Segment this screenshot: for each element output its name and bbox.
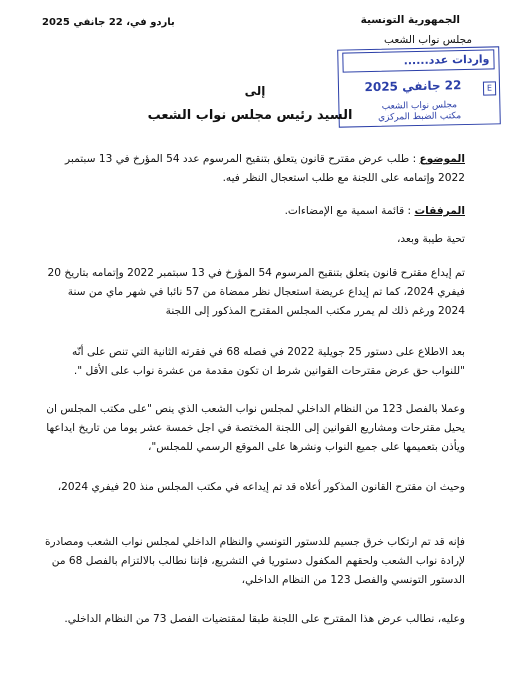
place-date: باردو في، 22 جانفي 2025 [42, 17, 175, 28]
attachments-label: المرفقات [414, 205, 465, 217]
subject-section [40, 150, 465, 188]
reception-stamp [337, 46, 501, 127]
stamp-title: واردات عدد...... [342, 49, 494, 72]
subject-label: الموضوع [419, 153, 465, 165]
greeting: تحية طيبة وبعد، [396, 233, 465, 245]
attachments-text: : قائمة اسمية مع الإمضاءات. [284, 205, 412, 217]
attachments-section [40, 202, 465, 221]
paragraph: وحيث ان مقترح القانون المذكور أعلاه قد تم إيداعه في مكتب المجلس منذ 20 فيفري 2024، [57, 481, 465, 493]
republic-heading: الجمهورية التونسية [360, 14, 460, 26]
paragraph: تم إيداع مقترح قانون يتعلق بتنقيح المرسوم 54 المؤرخ في 13 سبتمبر 2022 وإتمامه بتاريخ 20 فيفري 2024، كما تم إيداع عريضة استعجال نظر ممضاة من 57 نائبا في شهر ماي من سنة 2024 ورغم ذلك لم يمرر مكتب المجلس المقترح المذكور إلى اللجنة [47, 267, 465, 317]
paragraph: وعليه، نطالب عرض هذا المقترح على اللجنة طبقا لمقتضيات الفصل 73 من النظام الداخلي. [64, 613, 465, 625]
to-label: إلى [244, 84, 266, 98]
stamp-date: 22 جانفي 2025 [364, 78, 462, 95]
stamp-org-line1: مجلس نواب الشعب [381, 100, 458, 112]
addressee: السيد رئيس مجلس نواب الشعب [147, 108, 353, 123]
stamp-letter: E [483, 81, 496, 95]
paragraph: بعد الاطلاع على دستور 25 جويلية 2022 في فصله 68 في فقرته الثانية التي تنص على أنّه "للنواب حق عرض مقترحات القوانين شرط ان تكون مقدمة من عشرة نواب على الأقل ". [72, 346, 465, 377]
assembly-heading: مجلس نواب الشعب [384, 34, 472, 46]
stamp-org-line2: مكتب الضبط المركزي [377, 111, 462, 123]
subject-text: : طلب عرض مقترح قانون يتعلق بتنقيح المرسوم عدد 54 المؤرخ في 13 سبتمبر 2022 وإتمامه على اللجنة مع طلب استعجال النظر فيه. [65, 153, 465, 184]
paragraph: فإنه قد تم ارتكاب خرق جسيم للدستور التونسي والنظام الداخلي لمجلس نواب الشعب ومصادرة لإرادة نواب الشعب ولحقهم المكفول دستوريا في التشريع، فإننا نطالب بالالتزام بالفصل 68 من الدستور التونسي والفصل 123 من النظام الداخلي، [44, 536, 465, 586]
paragraph: وعملا بالفصل 123 من النظام الداخلي لمجلس نواب الشعب الذي ينص "على مكتب المجلس ان يحيل مقترحات ومشاريع القوانين إلى اللجنة المختصة في اجل خمسة عشر يوما من تاريخ ايداعها ويأذن بتعميمها على جميع النواب ونشرها على الموقع الرسمي للمجلس"، [46, 403, 465, 453]
